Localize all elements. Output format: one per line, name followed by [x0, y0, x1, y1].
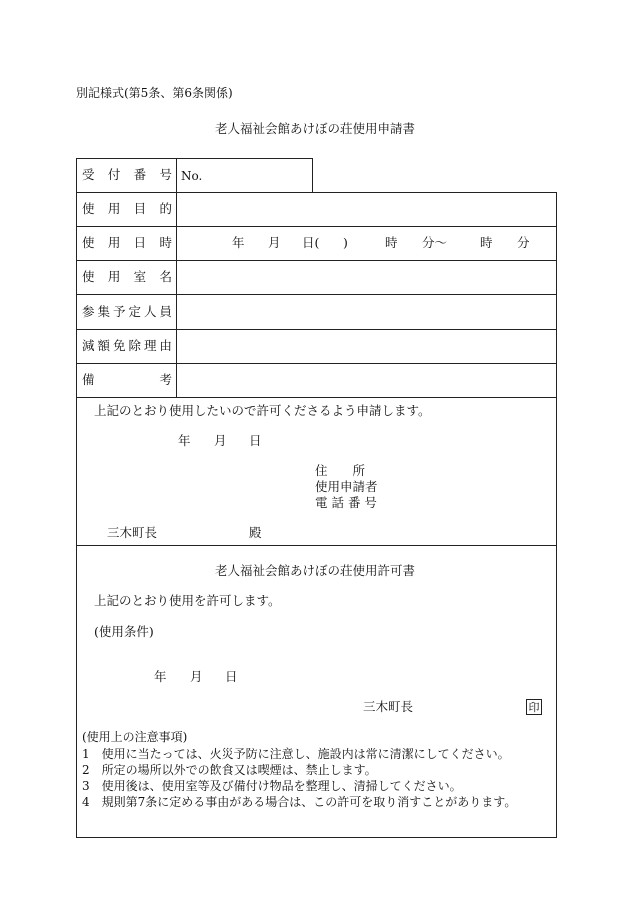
datetime-end-minute: 分	[517, 235, 530, 250]
row-divider	[76, 397, 557, 398]
row-divider	[76, 260, 557, 261]
row-label-datetime: 使 用 日 時	[82, 235, 172, 250]
application-date-year: 年	[178, 433, 191, 448]
row-divider	[76, 329, 557, 330]
permit-conditions-label: (使用条件)	[94, 624, 154, 639]
application-statement: 上記のとおり使用したいので許可くださるよう申請します。	[94, 403, 431, 418]
datetime-end-hour: 時	[480, 235, 493, 250]
receipt-box-right-border	[312, 158, 313, 192]
row-label-attendees: 参 集 予 定 人 員	[82, 304, 172, 319]
row-divider	[76, 294, 557, 295]
row-divider	[76, 226, 557, 227]
label-column-divider	[176, 158, 177, 398]
application-honorific: 殿	[249, 525, 262, 540]
datetime-month: 月	[268, 235, 281, 250]
application-date-month: 月	[214, 433, 227, 448]
form-reference: 別記様式(第5条、第6条関係)	[76, 86, 233, 100]
notes-title: (使用上の注意事項)	[82, 730, 188, 744]
permit-date-year: 年	[154, 669, 167, 684]
table-bottom-border	[76, 837, 557, 838]
row-label-receipt-number: 受 付 番 号	[82, 167, 172, 182]
section-divider	[76, 545, 557, 546]
note-item-2: 2 所定の場所以外での飲食又は喫煙は、禁止します。	[82, 763, 377, 777]
permit-date-day: 日	[225, 669, 238, 684]
permit-title: 老人福祉会館あけぼの荘使用許可書	[214, 563, 415, 578]
datetime-year: 年	[232, 235, 245, 250]
datetime-start-minute: 分～	[422, 235, 448, 250]
note-item-3: 3 使用後は、使用室等及び備付け物品を整理し、清掃してください。	[82, 779, 462, 793]
applicant-address-label: 住 所	[315, 463, 366, 478]
row-label-purpose: 使 用 目 的	[82, 201, 172, 216]
table-top-border	[76, 158, 313, 159]
row-label-remarks: 備 考	[82, 372, 172, 387]
application-addressee: 三木町長	[107, 525, 158, 540]
datetime-day: 日(	[302, 235, 320, 250]
receipt-number-value[interactable]: No.	[181, 169, 203, 183]
note-item-4: 4 規則第7条に定める事由がある場合は、この許可を取り消すことがあります。	[82, 795, 517, 809]
table-right-border	[556, 192, 557, 838]
permit-statement: 上記のとおり使用を許可します。	[94, 593, 281, 608]
row-divider	[76, 192, 557, 193]
seal-mark: 印	[526, 699, 542, 715]
permit-date-month: 月	[190, 669, 203, 684]
applicant-phone-label: 電 話 番 号	[315, 495, 377, 510]
permit-issuer: 三木町長	[363, 699, 414, 714]
application-form-title: 老人福祉会館あけぼの荘使用申請書	[214, 121, 415, 136]
row-label-room-name: 使 用 室 名	[82, 269, 172, 284]
applicant-name-label: 使用申請者	[315, 479, 378, 494]
datetime-paren-close: )	[343, 235, 348, 250]
datetime-start-hour: 時	[385, 235, 398, 250]
note-item-1: 1 使用に当たっては、火災予防に注意し、施設内は常に清潔にしてください。	[82, 747, 510, 761]
row-label-reduction-reason: 減 額 免 除 理 由	[82, 338, 172, 353]
row-divider	[76, 363, 557, 364]
application-date-day: 日	[249, 433, 262, 448]
